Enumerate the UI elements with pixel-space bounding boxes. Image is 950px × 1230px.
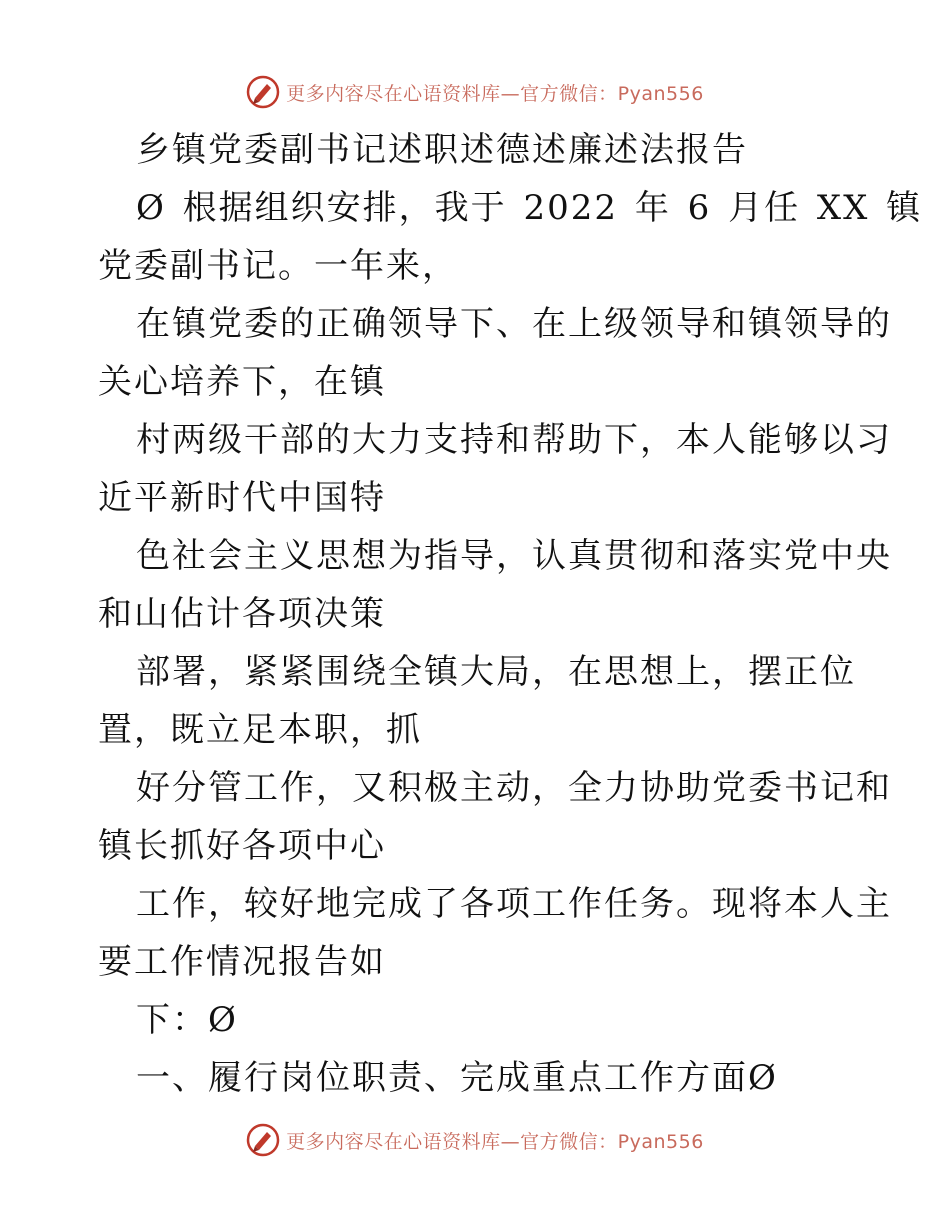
paragraph-line: 和山佔计各项决策	[98, 594, 386, 634]
pen-logo-icon	[246, 1123, 280, 1157]
paragraph-line: 镇长抓好各项中心	[98, 826, 386, 866]
paragraph-line: 关心培养下，在镇	[98, 362, 386, 402]
paragraph-line: 好分管工作，又积极主动，全力协助党委书记和	[136, 768, 892, 808]
paragraph-line: 近平新时代中国特	[98, 478, 386, 518]
paragraph-line: 党委副书记。一年来，	[98, 246, 458, 286]
paragraph-line: 村两级干部的大力支持和帮助下，本人能够以习	[136, 420, 892, 460]
banner-text: 更多内容尽在心语资料库—官方微信：Pyan556	[286, 1130, 704, 1153]
header-banner	[0, 72, 950, 112]
paragraph-line: 要工作情况报告如	[98, 942, 386, 982]
paragraph-line: 置，既立足本职，抓	[98, 710, 422, 750]
paragraph-line: 工作，较好地完成了各项工作任务。现将本人主	[136, 884, 892, 924]
footer-banner	[0, 1120, 950, 1160]
banner-text: 更多内容尽在心语资料库—官方微信：Pyan556	[286, 82, 704, 105]
paragraph-line: Ø 根据组织安排，我于 2022 年 6 月任 XX 镇	[136, 188, 923, 228]
section-heading: 一、履行岗位职责、完成重点工作方面Ø	[136, 1058, 778, 1098]
paragraph-line: 下：Ø	[136, 1000, 238, 1040]
paragraph-line: 部署，紧紧围绕全镇大局，在思想上，摆正位	[136, 652, 856, 692]
document-title: 乡镇党委副书记述职述德述廉述法报告	[136, 130, 748, 170]
pen-logo-icon	[246, 75, 280, 109]
paragraph-line: 在镇党委的正确领导下、在上级领导和镇领导的	[136, 304, 892, 344]
paragraph-line: 色社会主义思想为指导，认真贯彻和落实党中央	[136, 536, 892, 576]
